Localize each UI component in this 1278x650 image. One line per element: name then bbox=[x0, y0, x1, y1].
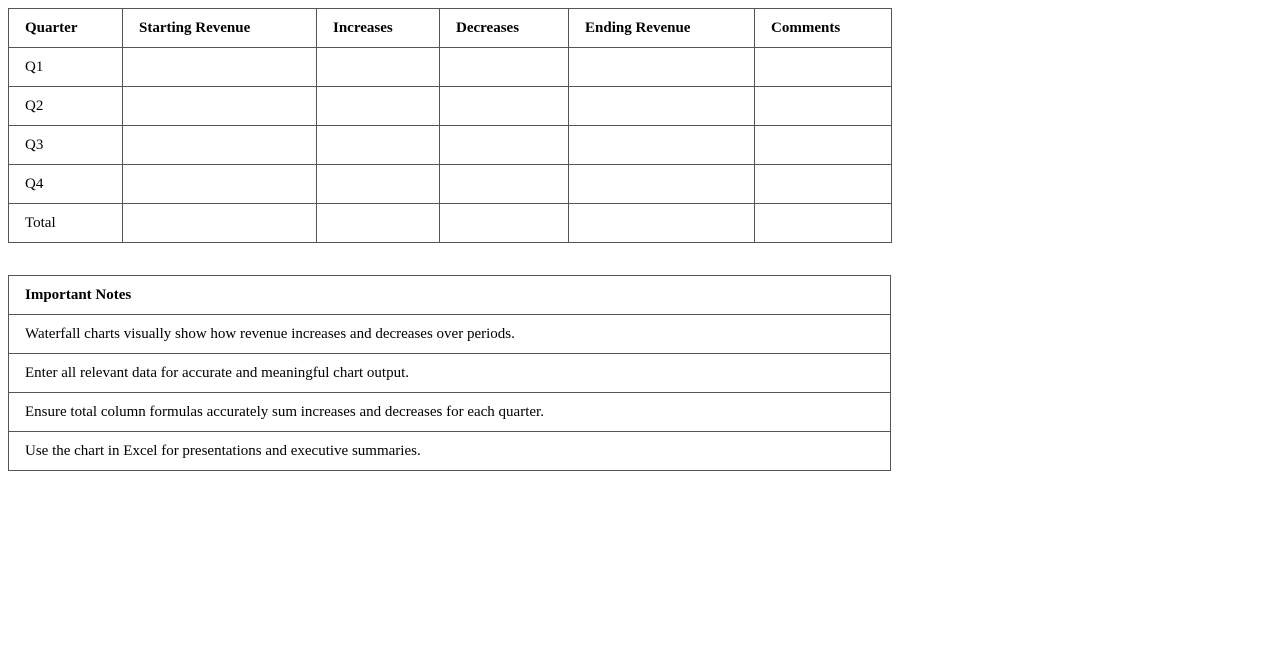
cell-comments[interactable] bbox=[755, 87, 892, 126]
cell-quarter: Q2 bbox=[9, 87, 123, 126]
cell-starting-revenue[interactable] bbox=[123, 48, 317, 87]
notes-table bbox=[8, 275, 891, 471]
cell-increases[interactable] bbox=[317, 126, 440, 165]
cell-ending-revenue[interactable] bbox=[569, 87, 755, 126]
header-ending-revenue: Ending Revenue bbox=[569, 9, 755, 48]
cell-decreases[interactable] bbox=[440, 165, 569, 204]
cell-quarter: Q1 bbox=[9, 48, 123, 87]
table-row-total bbox=[9, 204, 892, 243]
header-decreases: Decreases bbox=[440, 9, 569, 48]
cell-increases[interactable] bbox=[317, 87, 440, 126]
table-row bbox=[9, 48, 892, 87]
note-item: Ensure total column formulas accurately sum increases and decreases for each quarter. bbox=[9, 393, 891, 432]
notes-header: Important Notes bbox=[9, 276, 891, 315]
note-row bbox=[9, 432, 891, 471]
cell-ending-revenue[interactable] bbox=[569, 126, 755, 165]
cell-quarter: Total bbox=[9, 204, 123, 243]
cell-quarter: Q4 bbox=[9, 165, 123, 204]
cell-comments[interactable] bbox=[755, 165, 892, 204]
note-row bbox=[9, 354, 891, 393]
cell-quarter: Q3 bbox=[9, 126, 123, 165]
cell-starting-revenue[interactable] bbox=[123, 126, 317, 165]
table-header-row bbox=[9, 9, 892, 48]
cell-decreases[interactable] bbox=[440, 87, 569, 126]
cell-increases[interactable] bbox=[317, 165, 440, 204]
cell-comments[interactable] bbox=[755, 204, 892, 243]
note-item: Enter all relevant data for accurate and meaningful chart output. bbox=[9, 354, 891, 393]
table-row bbox=[9, 87, 892, 126]
notes-header-row bbox=[9, 276, 891, 315]
cell-decreases[interactable] bbox=[440, 204, 569, 243]
header-starting-revenue: Starting Revenue bbox=[123, 9, 317, 48]
cell-ending-revenue[interactable] bbox=[569, 165, 755, 204]
note-row bbox=[9, 315, 891, 354]
cell-increases[interactable] bbox=[317, 204, 440, 243]
note-item: Use the chart in Excel for presentations and executive summaries. bbox=[9, 432, 891, 471]
table-row bbox=[9, 165, 892, 204]
cell-starting-revenue[interactable] bbox=[123, 204, 317, 243]
note-item: Waterfall charts visually show how revenue increases and decreases over periods. bbox=[9, 315, 891, 354]
cell-ending-revenue[interactable] bbox=[569, 48, 755, 87]
cell-decreases[interactable] bbox=[440, 48, 569, 87]
cell-starting-revenue[interactable] bbox=[123, 87, 317, 126]
revenue-table bbox=[8, 8, 892, 243]
header-increases: Increases bbox=[317, 9, 440, 48]
table-row bbox=[9, 126, 892, 165]
cell-comments[interactable] bbox=[755, 48, 892, 87]
note-row bbox=[9, 393, 891, 432]
header-quarter: Quarter bbox=[9, 9, 123, 48]
cell-decreases[interactable] bbox=[440, 126, 569, 165]
cell-comments[interactable] bbox=[755, 126, 892, 165]
cell-increases[interactable] bbox=[317, 48, 440, 87]
cell-starting-revenue[interactable] bbox=[123, 165, 317, 204]
header-comments: Comments bbox=[755, 9, 892, 48]
cell-ending-revenue[interactable] bbox=[569, 204, 755, 243]
